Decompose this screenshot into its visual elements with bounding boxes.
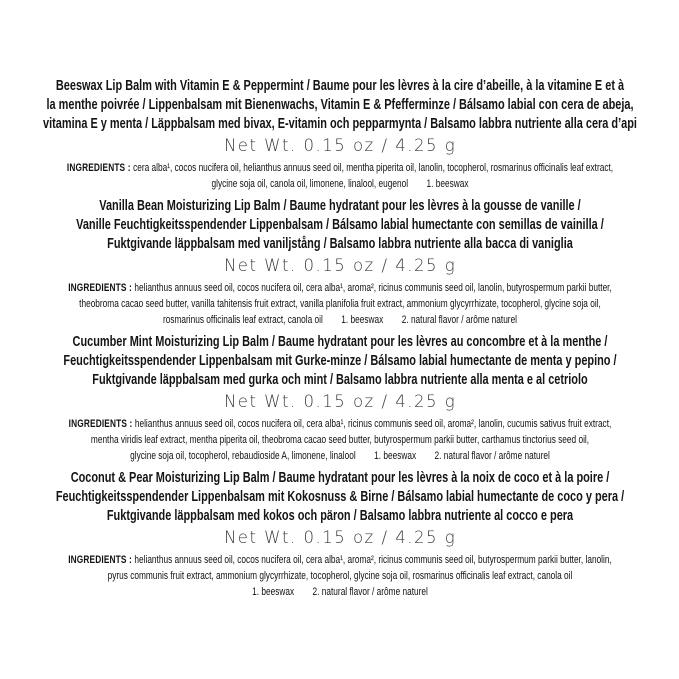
ingredients-text: cera alba¹, cocos nucifera oil, helianthus annuus seed oil, mentha piperita oil, lanolin, tocopherol, rosmarinus officinalis leaf extract, [132, 162, 613, 174]
net-weight-text: Net Wt. 0.15 oz / 4.25 g [223, 136, 456, 155]
ingredients-line [0, 416, 679, 432]
product-title-line: Vanille Feuchtigkeitsspendender Lippenbalsam / Bálsamo labial humectante con semillas de vainilla / [75, 217, 604, 233]
product-title-line: Feuchtigkeitsspendender Lippenbalsam mit Kokosnuss & Birne / Bálsamo labial humectante de coco y pera / [55, 489, 624, 505]
net-weight [0, 526, 679, 551]
ingredients-line [0, 552, 679, 568]
ingredients-text: helianthus annuus seed oil, cocos nucifera oil, cera alba¹, aroma², ricinus communis seed oil, butyrospermum parkii butter, lanolin, [133, 554, 612, 566]
product-title [0, 197, 679, 254]
product-title-line: vitamina E y menta / Läppbalsam med bivax, E-vitamin och pepparmynta / Balsamo labbra nutriente alla cera d’api [42, 116, 637, 132]
product-title-line: Fuktgivande läppbalsam med vaniljstång / Balsamo labbra nutriente alla bacca di vaniglia [106, 236, 573, 252]
net-weight [0, 390, 679, 415]
product-title-line: Fuktgivande läppbalsam med gurka och mint / Balsamo labbra nutriente alla menta e al cetriolo [91, 372, 588, 388]
ingredients-line: mentha viridis leaf extract, mentha piperita oil, theobroma cacao seed butter, butyrospermum parkii butter, carthamus tinctorius seed oil, [90, 434, 589, 446]
product-title [0, 333, 679, 390]
product-title-line: Feuchtigkeitsspendender Lippenbalsam mit Gurke-minze / Bálsamo labial humectante de menta y pepino / [62, 353, 617, 369]
product-section-vanilla-bean [0, 197, 679, 328]
ingredients-text: helianthus annuus seed oil, cocos nucifera oil, cera alba¹, aroma², ricinus communis seed oil, lanolin, butyrospermum parkii butter, [133, 282, 612, 294]
net-weight [0, 134, 679, 159]
ingredients-text: helianthus annuus seed oil, cocos nucifera oil, cera alba¹, ricinus communis seed oil, aroma², lanolin, cucumis sativus fruit extract, [134, 418, 611, 430]
product-title-line: Coconut & Pear Moisturizing Lip Balm / Baume hydratant pour les lèvres à la noix de coco et à la poire / [70, 470, 609, 486]
net-weight-text: Net Wt. 0.15 oz / 4.25 g [223, 528, 456, 547]
ingredients [0, 552, 679, 600]
net-weight-text: Net Wt. 0.15 oz / 4.25 g [223, 256, 456, 275]
ingredients-line: theobroma cacao seed butter, vanilla tahitensis fruit extract, vanilla planifolia fruit extract, ammonium glycyrrhizate, tocopherol, glycine soja oil, [78, 298, 601, 310]
ingredients [0, 160, 679, 192]
ingredients-line: glycine soja oil, canola oil, limonene, linalool, eugenol 1. beeswax [211, 178, 468, 190]
product-title-line: Beeswax Lip Balm with Vitamin E & Peppermint / Baume pour les lèvres à la cire d’abeille, à la vitamine E et à [55, 78, 624, 94]
ingredients-line [0, 280, 679, 296]
ingredients-line: rosmarinus officinalis leaf extract, canola oil 1. beeswax 2. natural flavor / arôme naturel [162, 314, 517, 326]
product-title [0, 469, 679, 526]
product-title [0, 77, 679, 134]
ingredients-label: INGREDIENTS : [66, 162, 133, 174]
product-title-line: Cucumber Mint Moisturizing Lip Balm / Baume hydratant pour les lèvres au concombre et à la menthe / [72, 334, 607, 350]
ingredients-label: INGREDIENTS : [67, 282, 134, 294]
product-title-line: Fuktgivande läppbalsam med kokos och päron / Balsamo labbra nutriente al cocco e pera [106, 508, 573, 524]
product-section-cucumber-mint [0, 333, 679, 464]
net-weight [0, 254, 679, 279]
ingredients-line: glycine soja oil, tocopherol, rebaudioside A, limonene, linalool 1. beeswax 2. natural flavor / arôme naturel [129, 450, 550, 462]
ingredients-line [0, 160, 679, 176]
net-weight-text: Net Wt. 0.15 oz / 4.25 g [223, 392, 456, 411]
product-title-line: la menthe poivrée / Lippenbalsam mit Bienenwachs, Vitamin E & Pfefferminze / Bálsamo labial con cera de abeja, [45, 97, 634, 113]
ingredients [0, 280, 679, 328]
product-title-line: Vanilla Bean Moisturizing Lip Balm / Baume hydratant pour les lèvres à la gousse de vanille / [98, 198, 581, 214]
ingredients [0, 416, 679, 464]
ingredients-label: INGREDIENTS : [68, 418, 135, 430]
ingredients-line: 1. beeswax 2. natural flavor / arôme naturel [251, 586, 428, 598]
product-section-coconut-pear [0, 469, 679, 600]
ingredients-line: pyrus communis fruit extract, ammonium glycyrrhizate, tocopherol, glycine soja oil, rosmarinus officinalis leaf extract, canola oil [107, 570, 572, 582]
ingredients-label: INGREDIENTS : [67, 554, 134, 566]
product-section-beeswax [0, 77, 679, 192]
